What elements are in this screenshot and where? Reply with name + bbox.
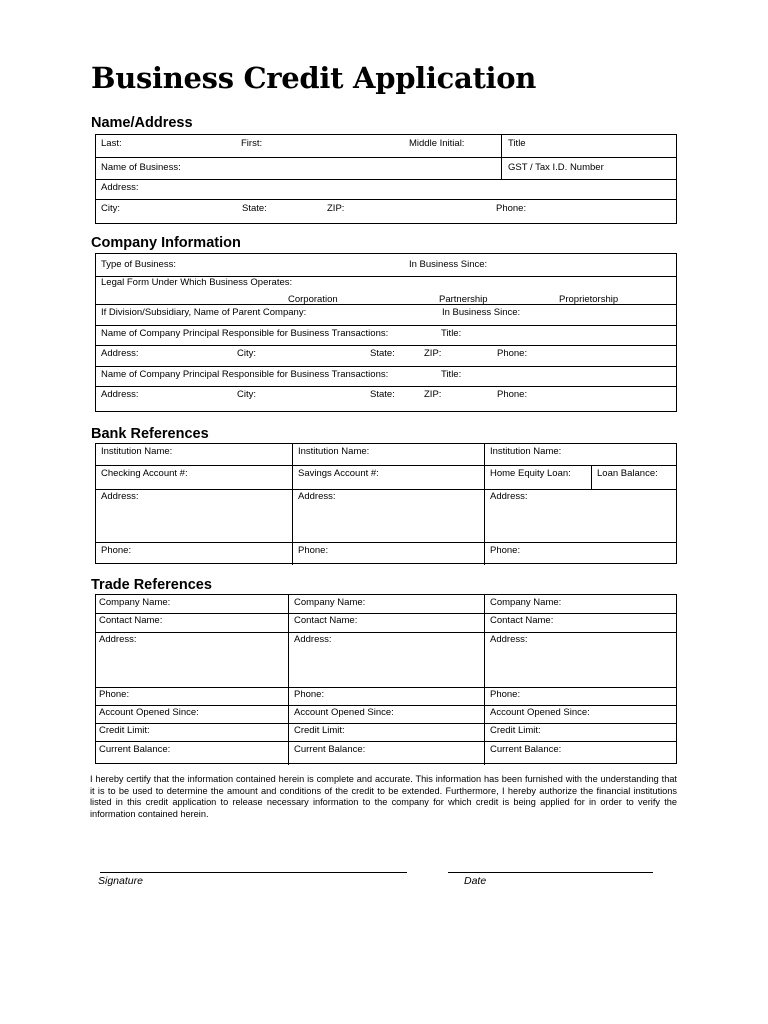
trade3-phone-field[interactable]: Phone: <box>490 689 521 700</box>
trade1-address-field[interactable]: Address: <box>99 634 137 645</box>
principal2-city-field[interactable]: City: <box>237 389 256 400</box>
partnership-option[interactable]: Partnership <box>439 294 488 305</box>
in-business-since-field-2[interactable]: In Business Since: <box>442 307 521 318</box>
page-title: Business Credit Application <box>91 61 537 95</box>
principal-city-field[interactable]: City: <box>237 348 256 359</box>
in-business-since-field[interactable]: In Business Since: <box>409 259 488 270</box>
principal2-name-field[interactable]: Name of Company Principal Responsible for Business Transactions: <box>101 369 389 380</box>
principal-title-field[interactable]: Title: <box>441 328 462 339</box>
first-name-field[interactable]: First: <box>241 138 263 149</box>
signature-label: Signature <box>98 875 143 887</box>
city-field[interactable]: City: <box>101 203 120 214</box>
principal-address-field[interactable]: Address: <box>101 348 139 359</box>
principal-name-field[interactable]: Name of Company Principal Responsible for Business Transactions: <box>101 328 389 339</box>
trade1-company-field[interactable]: Company Name: <box>99 597 171 608</box>
trade1-credit-limit-field[interactable]: Credit Limit: <box>99 725 150 736</box>
corporation-option[interactable]: Corporation <box>288 294 338 305</box>
principal-phone-field[interactable]: Phone: <box>497 348 528 359</box>
trade2-contact-field[interactable]: Contact Name: <box>294 615 358 626</box>
trade3-opened-field[interactable]: Account Opened Since: <box>490 707 590 718</box>
signature-line[interactable] <box>100 872 407 873</box>
bank2-phone-field[interactable]: Phone: <box>298 545 329 556</box>
type-of-business-field[interactable]: Type of Business: <box>101 259 176 270</box>
checking-account-field[interactable]: Checking Account #: <box>101 468 188 479</box>
principal-state-field[interactable]: State: <box>370 348 395 359</box>
bank2-address-field[interactable]: Address: <box>298 491 336 502</box>
trade3-contact-field[interactable]: Contact Name: <box>490 615 554 626</box>
title-field[interactable]: Title <box>508 138 526 149</box>
company-info-table <box>95 253 677 412</box>
state-field[interactable]: State: <box>242 203 267 214</box>
principal2-title-field[interactable]: Title: <box>441 369 462 380</box>
last-name-field[interactable]: Last: <box>101 138 122 149</box>
principal2-phone-field[interactable]: Phone: <box>497 389 528 400</box>
trade3-credit-limit-field[interactable]: Credit Limit: <box>490 725 541 736</box>
principal2-zip-field[interactable]: ZIP: <box>424 389 442 400</box>
trade1-opened-field[interactable]: Account Opened Since: <box>99 707 199 718</box>
bank1-address-field[interactable]: Address: <box>101 491 139 502</box>
name-address-heading: Name/Address <box>91 115 193 131</box>
middle-initial-field[interactable]: Middle Initial: <box>409 138 465 149</box>
tax-id-field[interactable]: GST / Tax I.D. Number <box>508 162 604 173</box>
trade1-phone-field[interactable]: Phone: <box>99 689 130 700</box>
bank2-institution-field[interactable]: Institution Name: <box>298 446 370 457</box>
bank1-phone-field[interactable]: Phone: <box>101 545 132 556</box>
bank1-institution-field[interactable]: Institution Name: <box>101 446 173 457</box>
phone-field[interactable]: Phone: <box>496 203 527 214</box>
principal2-address-field[interactable]: Address: <box>101 389 139 400</box>
home-equity-field[interactable]: Home Equity Loan: <box>490 468 571 479</box>
zip-field[interactable]: ZIP: <box>327 203 345 214</box>
date-label: Date <box>464 875 487 887</box>
proprietorship-option[interactable]: Proprietorship <box>559 294 619 305</box>
business-name-field[interactable]: Name of Business: <box>101 162 181 173</box>
bank3-institution-field[interactable]: Institution Name: <box>490 446 562 457</box>
trade2-credit-limit-field[interactable]: Credit Limit: <box>294 725 345 736</box>
date-line[interactable] <box>448 872 653 873</box>
address-field[interactable]: Address: <box>101 182 139 193</box>
savings-account-field[interactable]: Savings Account #: <box>298 468 379 479</box>
trade-refs-heading: Trade References <box>91 577 212 593</box>
principal-zip-field[interactable]: ZIP: <box>424 348 442 359</box>
company-info-heading: Company Information <box>91 235 241 251</box>
trade3-balance-field[interactable]: Current Balance: <box>490 744 562 755</box>
trade-refs-table <box>95 594 677 764</box>
trade2-balance-field[interactable]: Current Balance: <box>294 744 366 755</box>
trade3-address-field[interactable]: Address: <box>490 634 528 645</box>
loan-balance-field[interactable]: Loan Balance: <box>597 468 658 479</box>
trade2-phone-field[interactable]: Phone: <box>294 689 325 700</box>
parent-company-field[interactable]: If Division/Subsidiary, Name of Parent Company: <box>101 307 307 318</box>
name-address-table <box>95 134 677 224</box>
trade3-company-field[interactable]: Company Name: <box>490 597 562 608</box>
trade2-opened-field[interactable]: Account Opened Since: <box>294 707 394 718</box>
trade1-contact-field[interactable]: Contact Name: <box>99 615 163 626</box>
trade1-balance-field[interactable]: Current Balance: <box>99 744 171 755</box>
bank3-address-field[interactable]: Address: <box>490 491 528 502</box>
trade2-address-field[interactable]: Address: <box>294 634 332 645</box>
bank-refs-heading: Bank References <box>91 426 209 442</box>
bank3-phone-field[interactable]: Phone: <box>490 545 521 556</box>
certification-text: I hereby certify that the information contained herein is complete and accurate. This information has been furnished with the understanding that it is to be used to determine the amount and conditions of the credit to be extended. Furthermore, I hereby authorize the financial institutions listed in this credit application to release necessary information to the company for which credit is being applied for in order to verify the information contained herein. <box>90 774 677 819</box>
bank-refs-table <box>95 443 677 564</box>
legal-form-label: Legal Form Under Which Business Operates: <box>101 277 293 288</box>
principal2-state-field[interactable]: State: <box>370 389 395 400</box>
trade2-company-field[interactable]: Company Name: <box>294 597 366 608</box>
